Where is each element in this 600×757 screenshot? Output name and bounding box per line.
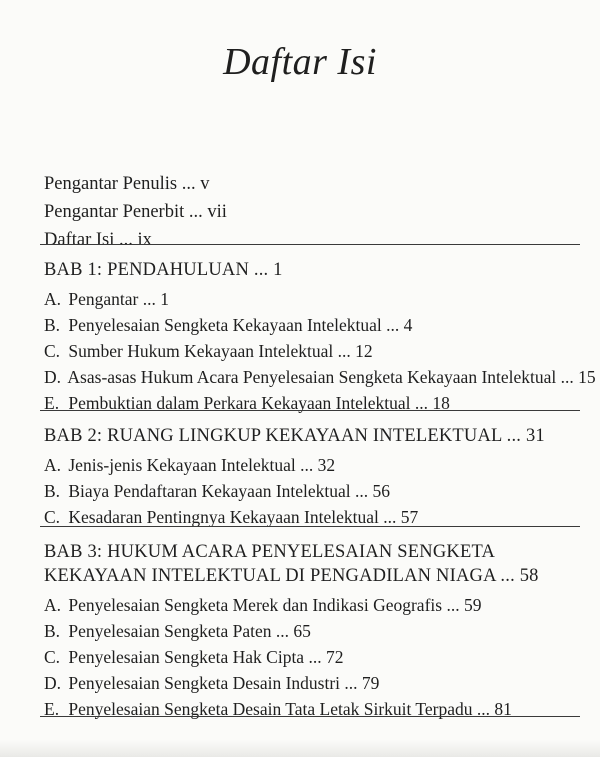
item-text: Biaya Pendaftaran Kekayaan Intelektual ... 56 (68, 481, 391, 501)
chapter-2 (44, 424, 589, 530)
chapter-heading: BAB 1: PENDAHULUAN ... 1 (44, 260, 283, 280)
front-matter-list (44, 170, 227, 254)
item-letter: D. (44, 673, 62, 693)
list-item (44, 618, 589, 644)
item-letter: E. (44, 393, 60, 413)
item-letter: B. (44, 481, 61, 501)
chapter-3 (44, 540, 589, 722)
item-text: Penyelesaian Sengketa Paten ... 65 (68, 621, 311, 641)
item-letter: B. (44, 621, 61, 641)
front-matter-item: Daftar Isi ... ix (44, 230, 152, 250)
item-text: Asas-asas Hukum Acara Penyelesaian Sengketa Kekayaan Intelektual ... 15 (67, 367, 596, 387)
list-item (44, 452, 589, 478)
item-letter: A. (44, 595, 62, 615)
list-item (44, 338, 589, 364)
page-title: Daftar Isi (223, 41, 377, 83)
front-matter-item: Pengantar Penulis ... v (44, 174, 210, 194)
page-edge (0, 740, 600, 757)
list-item (44, 644, 589, 670)
item-letter: A. (44, 455, 62, 475)
item-text: Penyelesaian Sengketa Hak Cipta ... 72 (68, 647, 344, 667)
list-item (44, 592, 589, 618)
item-letter: A. (44, 289, 62, 309)
item-text: Jenis-jenis Kekayaan Intelektual ... 32 (68, 455, 336, 475)
item-text: Penyelesaian Sengketa Kekayaan Intelektual ... 4 (68, 315, 413, 335)
list-item (44, 312, 589, 338)
item-letter: C. (44, 507, 61, 527)
chapter-heading: BAB 3: HUKUM ACARA PENYELESAIAN SENGKETA KEKAYAAN INTELEKTUAL DI PENGADILAN NIAGA ... 58 (44, 542, 539, 586)
item-letter: E. (44, 699, 60, 719)
item-text: Sumber Hukum Kekayaan Intelektual ... 12 (68, 341, 373, 361)
item-letter: D. (44, 367, 62, 387)
divider (40, 410, 580, 411)
list-item (44, 670, 589, 696)
list-item (44, 390, 589, 416)
item-text: Penyelesaian Sengketa Merek dan Indikasi Geografis ... 59 (68, 595, 482, 615)
item-text: Penyelesaian Sengketa Desain Industri ... 79 (68, 673, 380, 693)
divider (40, 716, 580, 717)
item-text: Pengantar ... 1 (68, 289, 169, 309)
item-letter: C. (44, 341, 61, 361)
front-matter-item: Pengantar Penerbit ... vii (44, 202, 227, 222)
item-letter: C. (44, 647, 61, 667)
item-text: Penyelesaian Sengketa Desain Tata Letak Sirkuit Terpadu ... 81 (68, 699, 512, 719)
chapter-1 (44, 258, 596, 416)
divider (40, 526, 580, 527)
list-item (44, 696, 589, 722)
list-item (44, 364, 596, 390)
item-text: Kesadaran Pentingnya Kekayaan Intelektual ... 57 (68, 507, 419, 527)
divider (40, 244, 580, 245)
item-letter: B. (44, 315, 61, 335)
chapter-heading: BAB 2: RUANG LINGKUP KEKAYAAN INTELEKTUAL ... 31 (44, 426, 545, 446)
list-item (44, 286, 589, 312)
list-item (44, 478, 589, 504)
item-text: Pembuktian dalam Perkara Kekayaan Intelektual ... 18 (68, 393, 450, 413)
